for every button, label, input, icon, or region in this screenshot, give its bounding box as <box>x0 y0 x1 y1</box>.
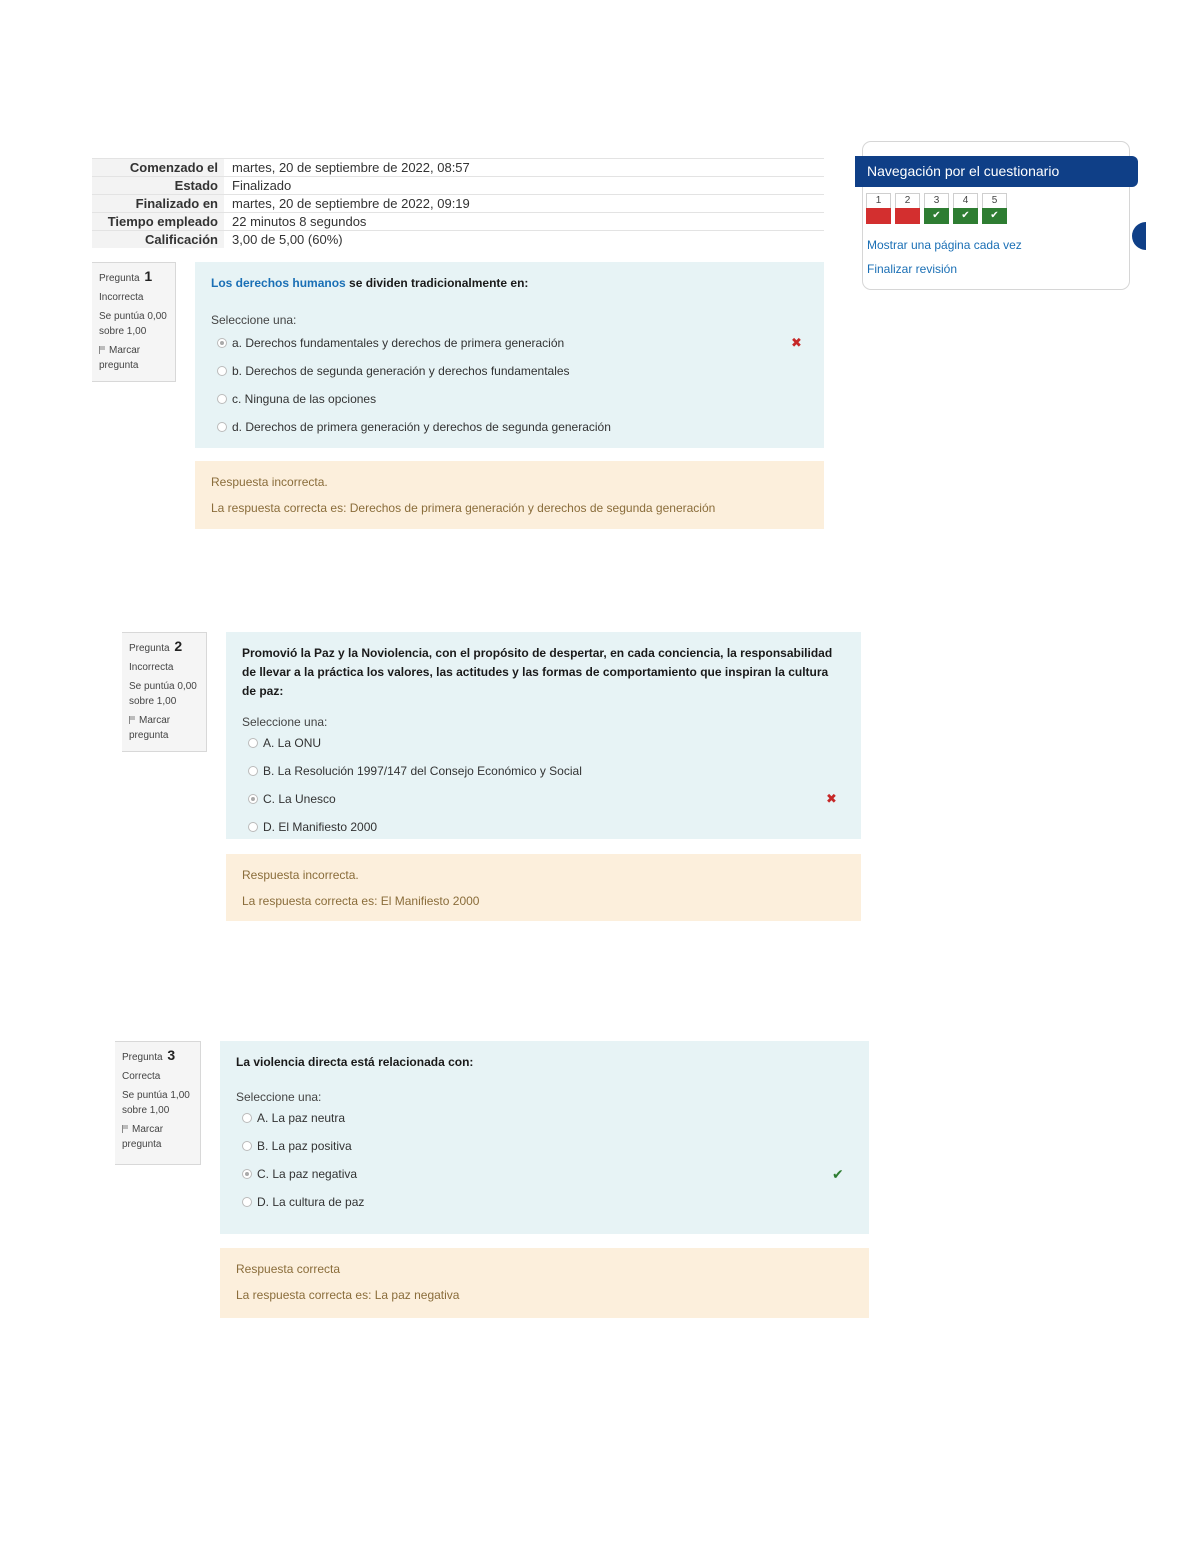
summary-label: Estado <box>92 177 224 195</box>
radio-button[interactable] <box>217 394 227 404</box>
answer-option[interactable] <box>242 1104 853 1132</box>
question-index: 3 <box>167 1047 176 1063</box>
question-1-content <box>195 262 824 448</box>
answer-label: D. La cultura de paz <box>257 1195 365 1209</box>
summary-value: Finalizado <box>224 177 824 195</box>
answer-option[interactable] <box>217 385 808 413</box>
question-label: Pregunta <box>99 273 140 284</box>
question-grade: Se puntúa 0,00 sobre 1,00 <box>129 681 197 707</box>
answer-label: d. Derechos de primera generación y derechos de segunda generación <box>232 420 611 434</box>
summary-label: Comenzado el <box>92 159 224 177</box>
answer-label: D. El Manifiesto 2000 <box>263 820 378 834</box>
summary-value: martes, 20 de septiembre de 2022, 09:19 <box>224 195 824 213</box>
nav-question-number: 1 <box>875 195 882 206</box>
flag-question-link[interactable] <box>122 1122 194 1152</box>
answer-label: c. Ninguna de las opciones <box>232 392 377 406</box>
incorrect-icon: ✖ <box>826 791 837 806</box>
question-text-body: se dividen tradicionalmente en: <box>345 276 529 290</box>
nav-question-button-4[interactable] <box>953 193 978 224</box>
flag-label: Marcar pregunta <box>122 1124 164 1150</box>
incorrect-status-bar <box>895 208 920 224</box>
answer-label: B. La paz positiva <box>257 1139 352 1153</box>
feedback-status: Respuesta correcta <box>236 1262 341 1276</box>
question-text: La violencia directa está relacionada con: <box>236 1055 474 1069</box>
answer-label: C. La paz negativa <box>257 1167 358 1181</box>
block-toggle-handle[interactable] <box>1132 222 1146 250</box>
question-label: Pregunta <box>129 643 170 654</box>
nav-question-button-1[interactable] <box>866 193 891 224</box>
flag-icon <box>129 716 136 724</box>
radio-button[interactable] <box>242 1197 252 1207</box>
answer-prompt: Seleccione una: <box>242 715 328 729</box>
answer-option[interactable] <box>242 1188 853 1216</box>
flag-label: Marcar pregunta <box>99 345 141 371</box>
radio-button[interactable] <box>217 338 227 348</box>
nav-question-number: 4 <box>962 195 969 206</box>
summary-row <box>92 213 824 231</box>
attempt-summary-table <box>92 158 824 248</box>
answer-label: C. La Unesco <box>263 792 336 806</box>
flag-icon <box>122 1125 129 1133</box>
question-number <box>99 268 153 284</box>
answer-prompt: Seleccione una: <box>211 313 297 327</box>
answer-option[interactable] <box>248 813 845 841</box>
question-2-feedback <box>226 854 861 921</box>
question-number <box>129 638 183 654</box>
nav-question-button-5[interactable] <box>982 193 1007 224</box>
correct-answer-text: La respuesta correcta es: La paz negativa <box>236 1288 460 1302</box>
radio-button[interactable] <box>248 738 258 748</box>
question-text <box>211 274 808 293</box>
finish-review-link[interactable]: Finalizar revisión <box>867 262 958 276</box>
question-2-info <box>122 632 207 752</box>
correct-answer-text: La respuesta correcta es: Derechos de primera generación y derechos de segunda generación <box>211 501 716 515</box>
question-3-info <box>115 1041 201 1165</box>
flag-label: Marcar pregunta <box>129 715 171 741</box>
summary-value: 3,00 de 5,00 (60%) <box>224 231 824 249</box>
radio-button[interactable] <box>217 422 227 432</box>
radio-button[interactable] <box>217 366 227 376</box>
answer-label: b. Derechos de segunda generación y derechos fundamentales <box>232 364 570 378</box>
question-state: Correcta <box>122 1071 161 1082</box>
summary-row <box>92 159 824 177</box>
feedback-status: Respuesta incorrecta. <box>242 868 359 882</box>
radio-button[interactable] <box>242 1141 252 1151</box>
question-1-feedback <box>195 461 824 529</box>
summary-label: Finalizado en <box>92 195 224 213</box>
question-index: 2 <box>174 638 183 654</box>
answer-option[interactable] <box>217 413 808 441</box>
check-icon: ✔ <box>924 208 949 224</box>
answer-prompt: Seleccione una: <box>236 1090 322 1104</box>
nav-question-number: 3 <box>933 195 940 206</box>
summary-label: Tiempo empleado <box>92 213 224 231</box>
correct-answer-text: La respuesta correcta es: El Manifiesto 2000 <box>242 894 480 908</box>
glossary-link[interactable]: Los derechos humanos <box>211 276 346 290</box>
question-2-content <box>226 632 861 839</box>
incorrect-status-bar <box>866 208 891 224</box>
question-index: 1 <box>144 268 153 284</box>
question-3-feedback <box>220 1248 869 1318</box>
question-grade: Se puntúa 1,00 sobre 1,00 <box>122 1090 190 1116</box>
answer-option[interactable] <box>248 729 845 757</box>
show-one-page-link[interactable]: Mostrar una página cada vez <box>867 238 1022 252</box>
nav-question-button-3[interactable] <box>924 193 949 224</box>
check-icon: ✔ <box>982 208 1007 224</box>
answer-label: a. Derechos fundamentales y derechos de primera generación <box>232 336 565 350</box>
summary-row <box>92 231 824 249</box>
answer-label: B. La Resolución 1997/147 del Consejo Económico y Social <box>263 764 582 778</box>
summary-value: 22 minutos 8 segundos <box>224 213 824 231</box>
answer-option[interactable] <box>217 329 808 357</box>
radio-button[interactable] <box>248 794 258 804</box>
question-3-content <box>220 1041 869 1234</box>
question-grade: Se puntúa 0,00 sobre 1,00 <box>99 311 167 337</box>
summary-label: Calificación <box>92 231 224 249</box>
question-text: Promovió la Paz y la Noviolencia, con el propósito de despertar, en cada conciencia, la responsabilidad de llevar a la práctica los valores, las actitudes y las formas de comportamiento que inspiran la cultura de paz: <box>242 646 833 698</box>
correct-check-icon: ✔ <box>832 1166 844 1182</box>
nav-question-number: 2 <box>904 195 911 206</box>
question-number <box>122 1047 176 1063</box>
radio-button[interactable] <box>242 1169 252 1179</box>
answer-label: A. La paz neutra <box>257 1111 346 1125</box>
check-icon: ✔ <box>953 208 978 224</box>
radio-button[interactable] <box>242 1113 252 1123</box>
radio-button[interactable] <box>248 766 258 776</box>
question-state: Incorrecta <box>99 292 144 303</box>
nav-question-button-2[interactable] <box>895 193 920 224</box>
feedback-status: Respuesta incorrecta. <box>211 475 328 489</box>
summary-row <box>92 177 824 195</box>
answer-option[interactable] <box>242 1132 853 1160</box>
flag-question-link[interactable] <box>129 713 200 743</box>
flag-question-link[interactable] <box>99 343 169 373</box>
nav-question-number: 5 <box>991 195 998 206</box>
question-label: Pregunta <box>122 1052 163 1063</box>
flag-icon <box>99 346 106 354</box>
radio-button[interactable] <box>248 822 258 832</box>
answer-option[interactable] <box>248 785 845 813</box>
summary-row <box>92 195 824 213</box>
answer-option[interactable] <box>242 1160 853 1188</box>
summary-value: martes, 20 de septiembre de 2022, 08:57 <box>224 159 824 177</box>
answer-label: A. La ONU <box>263 736 322 750</box>
question-state: Incorrecta <box>129 662 174 673</box>
question-1-info <box>92 262 176 382</box>
quiz-navigation-title: Navegación por el cuestionario <box>855 156 1138 187</box>
answer-option[interactable] <box>217 357 808 385</box>
answer-option[interactable] <box>248 757 845 785</box>
incorrect-icon: ✖ <box>791 335 802 350</box>
